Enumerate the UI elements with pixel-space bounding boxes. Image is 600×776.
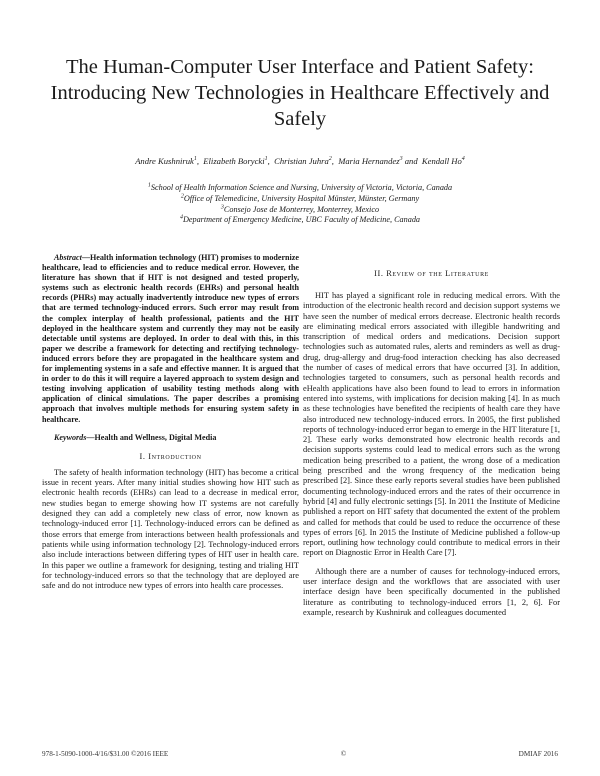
literature-paragraph-1: HIT has played a significant role in reducing medical errors. With the introduction of the electronic health record and decision support systems we have seen the number of medical errors decrease. Electronic health records are eliminating medical errors associated with illegible handwriting and transcription of medical orders and medications. Decision support technologies such as automated rules, alerts and reminders as well as drug-drug, drug-allergy and drug-food interaction checking has also decreased the number of cases of medical errors that have occurred [3]. In addition, technologies targeted to consumers, such as personal health records and eHealth applications have also been found to lead to errors in information entered into systems, with implications for decision making [4]. In as much as these technologies have benefited the recipients of health care they have also introduced new technology-induced errors. In 2005, the first published reports of technology-induced error began to emerge in the HIT literature [1, 2]. These early works demonstrated how electronic health records and decision supports systems could lead to medical errors such as the wrong medication being prescribed to a patient, the wrong dose of a medication being prescribed and the wrong frequency of the medication being prescribed [2]. Since these early reports several studies have been published documenting technology-induced errors and the rates of their occurrence in hybrid [4] and fully electronic settings [5]. In 2011 the Institute of Medicine published a report on HIT safety that documented the extent of the problem and called for methods that could be used to reduce the occurrence of these types of errors [6]. In 2015 the Institute of Medicine published a follow-up report, outlining how technology could contribute to medical errors in their report on Diagnostic Error in Health Care [7]. <box>303 291 560 558</box>
author-sup: 1 <box>193 156 197 163</box>
introduction-paragraph: The safety of health information technology (HIT) has become a critical issue in recent years. After many initial studies showing how HIT such as electronic health records (EHRs) can lead to a decrease in medical error, new studies began to emerge showing how IT systems are not carefully designed they can add a completely new class of error, now known as technology-induced error [1]. Technology-induced errors can be defined as those errors that emerge from interactions between health professionals and patients while using information technology [2]. Technology-induced errors also include interactions between differing types of HIT user in health care. In this paper we outline a framework for designing, testing and trialing HIT for technology-induced errors so that the technology that are deployed are safe and do not introduce new types of errors into health care processes. <box>42 467 299 591</box>
footer-isbn: 978-1-5090-1000-4/16/$31.00 ©2016 IEEE <box>42 750 169 758</box>
footer-page: © <box>340 750 347 758</box>
author-line: Andre Kushniruk$^1$, Elizabeth Borycki$^1$, Christian Juhra$^2$, Maria Hernandez$^3$ and Kendall Ho$^4$ <box>135 156 465 166</box>
section-heading-introduction: I. Introduction <box>139 451 202 461</box>
affiliation: $^2$Office of Telemedicine, University Hospital Münster, Münster, Germany <box>180 193 420 203</box>
abstract-text: —Health information technology (HIT) promises to modernize healthcare, lead to efficiencies and to reduce medical error. However, the literature has shown that if HIT is not designed and tested properly, systems such as electronic health records (EHRs) and personal health records (PHRs) may actually inadvertently introduce new types of errors that are termed technology-induced errors. Such error may result from the complex interplay of health professional, patients and the HIT deployed in the healthcare system and currently they may not be easily detectable until systems are deployed. In order to deal with this, in this paper we describe a framework for detecting and rectifying technology-induced errors before they are propagated in the healthcare system and for implementing systems in a safe and effective manner. It is argued that in order to do this it will require a layered approach to system design and testing involving application of usability testing methods along with application of clinical simulations. The paper describes a promising approach that involves multiple methods for ensuring system safety in healthcare. <box>42 253 299 424</box>
affiliation-list <box>40 183 560 226</box>
author-name: Christian Juhra <box>274 156 329 166</box>
author-sup: 4 <box>461 156 465 163</box>
abstract-lead: Abstract <box>54 253 82 262</box>
footer-venue: DMIAF 2016 <box>518 750 558 758</box>
author-name: Kendall Ho <box>421 156 462 166</box>
author-sup: 1 <box>264 156 268 163</box>
affiliation: $^1$School of Health Information Science and Nursing, University of Victoria, Victoria, Canada <box>147 182 453 192</box>
literature-paragraph-2: Although there are a number of causes for technology-induced errors, user interface design and the workflows that are associated with user interface design have been specifically documented in the published literature as contributing to technology-induced errors [1, 2, 6]. For example, research by Kushniruk and colleagues documented <box>303 566 560 617</box>
page-footer <box>42 750 558 758</box>
author-sup: 2 <box>328 156 332 163</box>
affiliation: $^3$Consejo Jose de Monterrey, Monterrey, Mexico <box>220 203 380 214</box>
author-name: Andre Kushniruk <box>135 156 194 166</box>
section-heading-literature: II. Review of the Literature <box>374 269 489 278</box>
abstract <box>42 253 299 425</box>
author-name: Maria Hernandez <box>338 156 400 166</box>
right-column <box>303 253 560 618</box>
paper-title: The Human-Computer User Interface and Patient Safety: Introducing New Technologies in Healthcare Effectively and Safely <box>50 56 550 130</box>
author-name: Elizabeth Borycki <box>203 156 265 166</box>
keywords <box>42 433 299 443</box>
author-sup: 3 <box>399 156 403 163</box>
keywords-text: —Health and Wellness, Digital Media <box>86 432 217 442</box>
left-column <box>42 253 299 591</box>
affiliation: $^4$Department of Emergency Medicine, UBC Faculty of Medicine, Canada <box>179 214 421 225</box>
keywords-lead: Keywords <box>54 432 87 442</box>
